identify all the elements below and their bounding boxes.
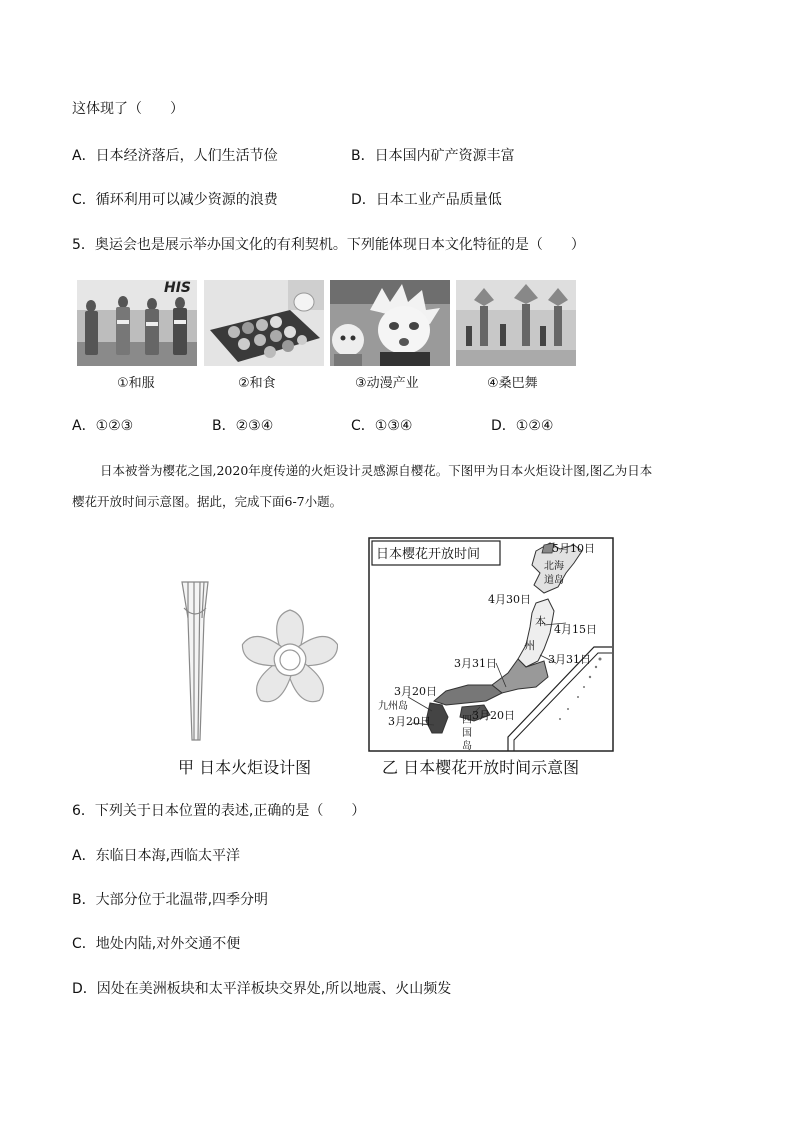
q6-option-b[interactable]: B．大部分位于北温带,四季分明: [72, 892, 269, 908]
q4-stem-tail: 这体现了（ ）: [72, 101, 184, 117]
caption-anime: ③动漫产业: [355, 376, 419, 391]
label-apr15: 4月15日: [554, 623, 597, 636]
torch-figure: [178, 578, 338, 748]
q5-stem: 5．奥运会也是展示举办国文化的有利契机。下列能体现日本文化特征的是（ ）: [72, 237, 585, 253]
label-mar20-b: 3月20日: [388, 715, 431, 728]
caption-washoku: ②和食: [238, 376, 276, 391]
torch-icon: [178, 578, 338, 748]
q4-option-b[interactable]: B．日本国内矿产资源丰富: [351, 148, 515, 164]
label-apr30: 4月30日: [488, 593, 531, 606]
label-hokkaido-2: 道岛: [544, 575, 564, 586]
label-mar20-a: 3月20日: [394, 685, 437, 698]
label-shikoku-3: 岛: [462, 741, 472, 752]
passage-line-2: 樱花开放时间示意图。据此，完成下面6-7小题。: [72, 494, 343, 509]
q4-option-d[interactable]: D．日本工业产品质量低: [351, 192, 502, 208]
his-logo: HIS: [163, 280, 191, 296]
caption-samba: ④桑巴舞: [487, 376, 538, 391]
washoku-photo: [204, 280, 324, 366]
label-shikoku-2: 国: [462, 728, 472, 739]
japan-sakura-map: [368, 537, 614, 752]
q4-option-a[interactable]: A．日本经济落后，人们生活节俭: [72, 148, 278, 164]
label-hon: 本: [535, 615, 546, 628]
label-shikoku-1: 四: [462, 715, 472, 726]
q6-stem: 6．下列关于日本位置的表述,正确的是（ ）: [72, 803, 366, 819]
q6-option-a[interactable]: A．东临日本海,西临太平洋: [72, 848, 241, 864]
label-may10: 5月10日: [552, 542, 595, 555]
caption-kimono: ①和服: [117, 376, 155, 391]
samba-photo: [456, 280, 576, 366]
passage-line-1: 日本被誉为樱花之国,2020年度传递的火炬设计灵感源自樱花。下图甲为日本火炬设计图,图乙为日本: [100, 463, 653, 478]
q6-option-d[interactable]: D．因处在美洲板块和太平洋板块交界处,所以地震、火山频发: [72, 981, 452, 997]
label-mar31-b: 3月31日: [548, 653, 591, 666]
label-mar20-c: 3月20日: [472, 709, 515, 722]
label-shu: 州: [524, 639, 535, 652]
anime-photo: [330, 280, 450, 366]
map-title: 日本樱花开放时间: [376, 547, 481, 562]
q6-option-c[interactable]: C．地处内陆,对外交通不便: [72, 936, 241, 952]
figure-left-caption: 甲 日本火炬设计图: [178, 758, 312, 777]
q5-option-b[interactable]: B．②③④: [212, 418, 274, 434]
q4-option-c[interactable]: C．循环利用可以减少资源的浪费: [72, 192, 278, 208]
label-kyushu: 九州岛: [378, 701, 408, 712]
kimono-photo: [77, 280, 197, 366]
label-hokkaido-1: 北海: [544, 561, 564, 572]
q5-option-d[interactable]: D．①②④: [491, 418, 554, 434]
q5-option-c[interactable]: C．①③④: [351, 418, 413, 434]
label-mar31-a: 3月31日: [454, 657, 497, 670]
figure-right-caption: 乙 日本樱花开放时间示意图: [382, 758, 580, 777]
q5-option-a[interactable]: A．①②③: [72, 418, 134, 434]
